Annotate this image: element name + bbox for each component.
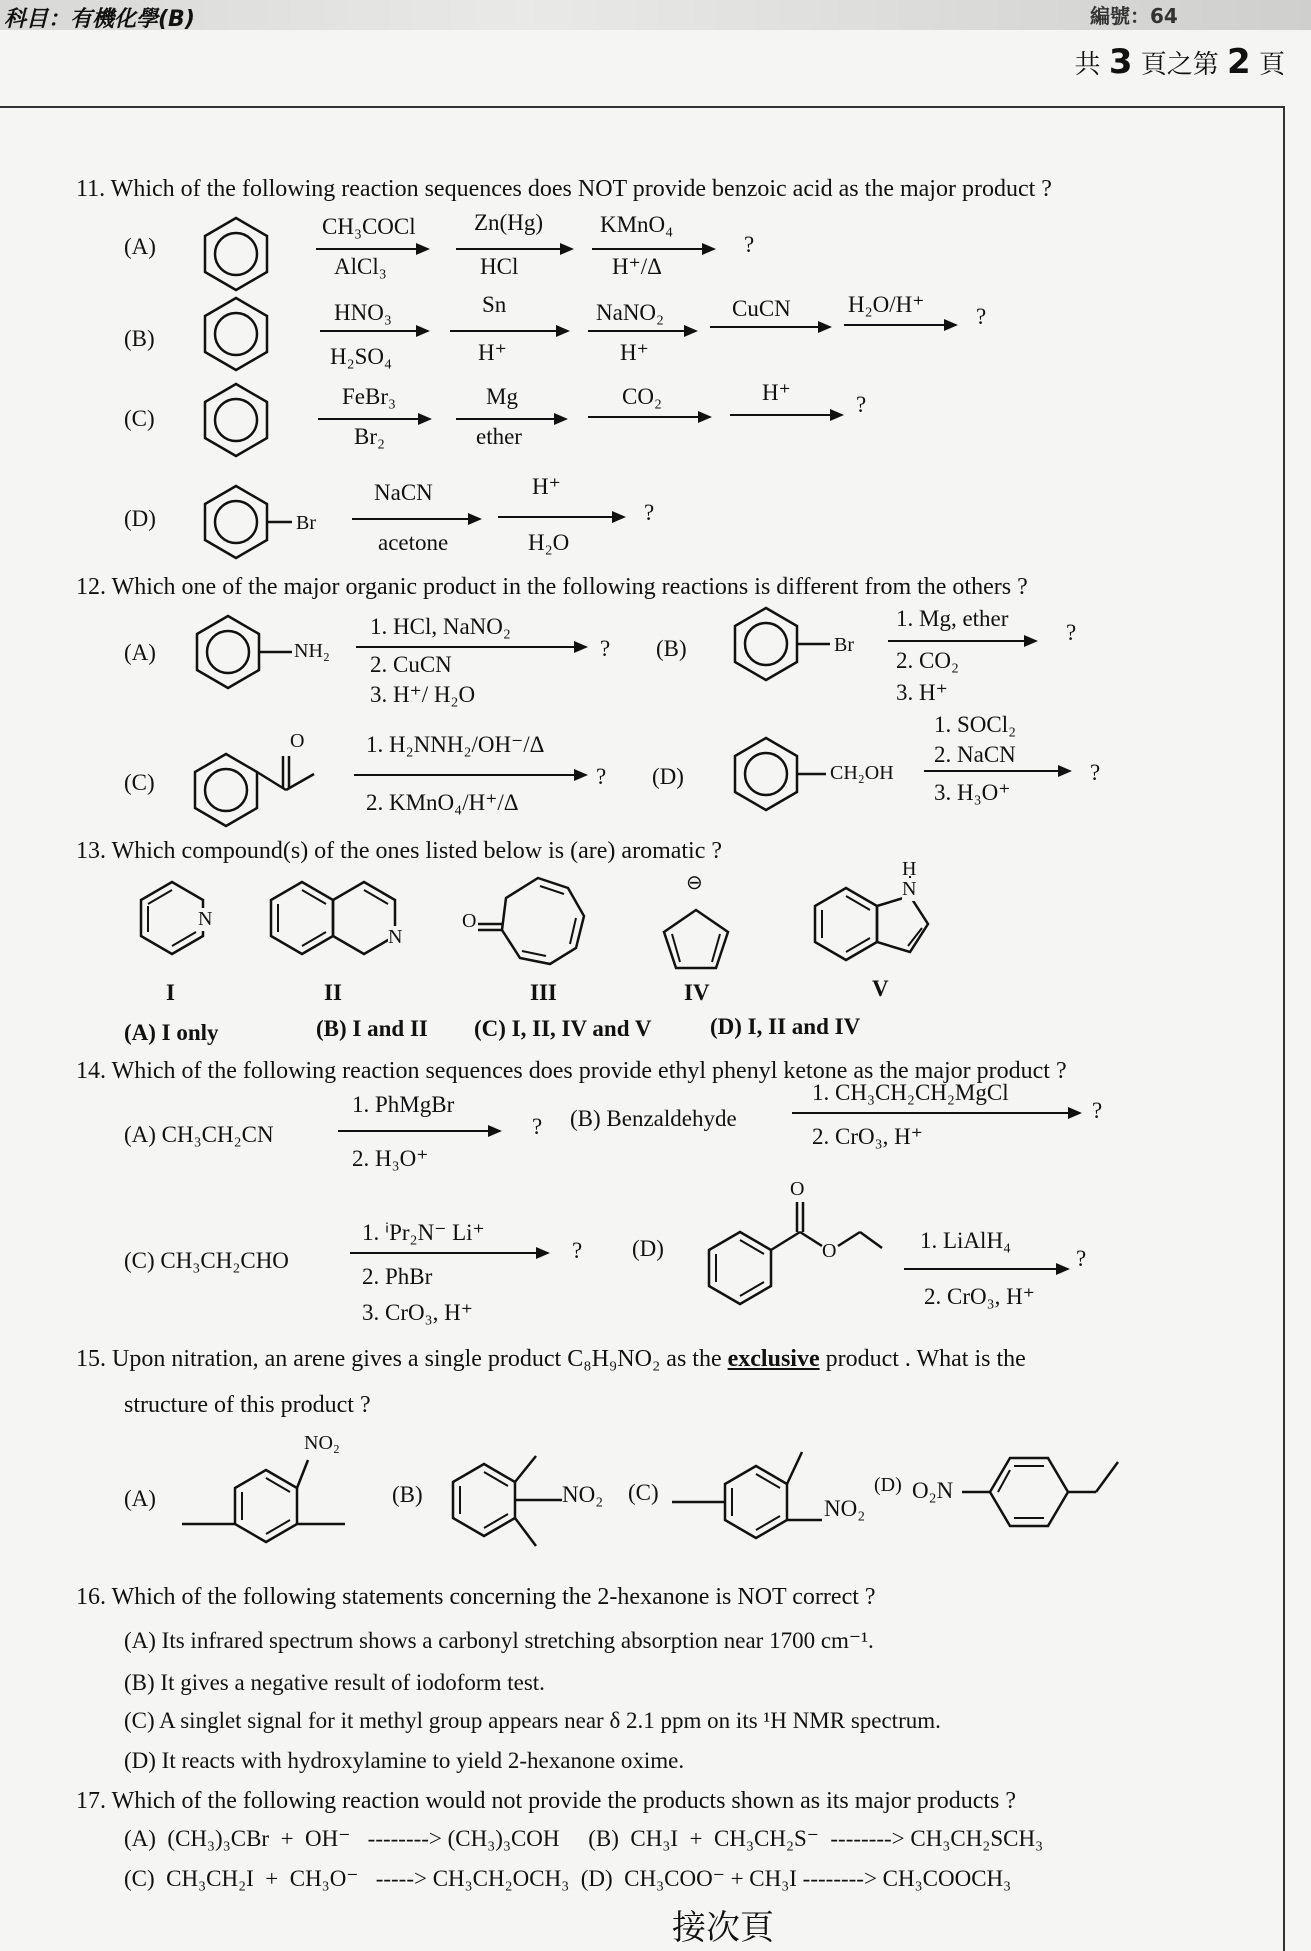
q14-d-step1: 1. LiAlH₄ [920, 1228, 1012, 1253]
q11-b-r4-top: CuCN [732, 296, 791, 321]
q11-b-r1-bot: H₂SO₄ [330, 344, 393, 369]
aniline-structure [188, 612, 308, 692]
q12-b-step1: 1. Mg, ether [896, 606, 1009, 631]
benzene-ring [196, 294, 276, 374]
q12-a-label: (A) [124, 640, 156, 665]
reaction-arrow [352, 518, 480, 520]
q11-a-r2-top: Zn(Hg) [474, 210, 543, 235]
q12-d-product: ? [1090, 760, 1101, 785]
q13-compound-v-label: V [872, 976, 889, 1001]
q11-d-r1-top: NaCN [374, 480, 433, 505]
reaction-arrow [350, 1252, 548, 1254]
page-info [1075, 42, 1285, 82]
reaction-arrow [888, 640, 1036, 642]
q12-b-label: (B) [656, 636, 687, 661]
q12-d-step1: 1. SOCl₂ [934, 712, 1017, 737]
reaction-arrow [450, 330, 568, 332]
reaction-arrow [592, 248, 714, 250]
reaction-arrow [904, 1268, 1068, 1270]
q15-c-structure [670, 1436, 850, 1556]
q11-a-r2-bot: HCl [480, 254, 519, 279]
q14-b-step1: 1. CH₃CH₂CH₂MgCl [812, 1080, 1009, 1105]
q12-b-step3: 3. H⁺ [896, 680, 948, 705]
q13-compound-ii-label: II [324, 980, 342, 1005]
q16-option-d: (D) It reacts with hydroxylamine to yield 2-hexanone oxime. [124, 1748, 685, 1773]
isoquinoline-structure [262, 878, 412, 968]
q11-b-r2-top: Sn [482, 292, 507, 317]
q12-d-label: (D) [652, 764, 684, 789]
q12-b-substituent: Br [834, 634, 854, 656]
q15-b-label: (B) [392, 1482, 423, 1507]
q12-c-product: ? [596, 764, 607, 789]
reaction-arrow [320, 330, 428, 332]
exam-number: 編號：64 [1090, 4, 1178, 28]
q14-b-product: ? [1092, 1098, 1103, 1123]
q12-c-carbonyl-oxygen: O [290, 730, 305, 752]
q13-iii-atom: O [462, 910, 477, 932]
header-rule [0, 106, 1285, 108]
cyclopentadienyl-anion-structure [656, 904, 736, 974]
q11-c-r2-top: Mg [486, 384, 518, 409]
q14-d-ester-oxygen: O [822, 1240, 837, 1262]
q17-row-1: (A) (CH₃)₃CBr + OH⁻ --------> (CH₃)₃COH (B) CH₃I + CH₃CH₂S⁻ --------> CH₃CH₂SCH₃ [124, 1826, 1044, 1851]
q16-option-c: (C) A singlet signal for it methyl group appears near δ 2.1 ppm on its ¹H NMR spectrum. [124, 1708, 941, 1733]
q13-v-hydrogen: H [902, 858, 917, 880]
continue-next-page: 接次頁 [672, 1908, 774, 1948]
q14-c-step1: 1. ⁱPr₂N⁻ Li⁺ [362, 1220, 485, 1245]
q15-a-structure [180, 1440, 360, 1550]
q14-a-step2: 2. H₃O⁺ [352, 1146, 429, 1171]
q15-c-label: (C) [628, 1480, 659, 1505]
q11-b-product: ? [976, 304, 987, 329]
q12-c-step2: 2. KMnO₄/H⁺/Δ [366, 790, 519, 815]
reaction-arrow [588, 330, 696, 332]
q14-d-carbonyl-oxygen: O [790, 1178, 805, 1200]
indole-structure [806, 884, 956, 974]
q15-a-substituent: NO₂ [304, 1432, 340, 1454]
q15-d-structure [962, 1440, 1142, 1540]
page-suffix: 頁 [1258, 50, 1285, 80]
q15-c-substituent: NO₂ [824, 1496, 866, 1521]
q15-stem-pre: 15. Upon nitration, an arene gives a single product C₈H₉NO₂ as the [76, 1346, 722, 1372]
q14-b-label: (B) Benzaldehyde [570, 1106, 737, 1131]
q11-c-r2-bot: ether [476, 424, 522, 449]
q12-stem: 12. Which one of the major organic product in the following reactions is different from the others ? [76, 574, 1028, 600]
q15-stem-post: product . What is the [825, 1346, 1026, 1372]
q13-v-atom: N [902, 878, 917, 900]
reaction-arrow [730, 414, 842, 416]
q13-compound-iv-label: IV [684, 980, 710, 1005]
q13-stem: 13. Which compound(s) of the ones listed below is (are) aromatic ? [76, 838, 723, 864]
q11-stem: 11. Which of the following reaction sequences does NOT provide benzoic acid as the major product ? [76, 176, 1052, 202]
q15-stem-line2: structure of this product ? [124, 1392, 371, 1418]
reaction-arrow [844, 324, 956, 326]
q12-a-step2: 2. CuCN [370, 652, 452, 677]
q14-stem: 14. Which of the following reaction sequences does provide ethyl phenyl ketone as the major product ? [76, 1058, 1067, 1084]
q13-option-d: (D) I, II and IV [710, 1014, 861, 1039]
q11-d-label: (D) [124, 506, 156, 531]
q11-b-r2-bot: H⁺ [478, 340, 507, 365]
q11-b-r1-top: HNO₃ [334, 300, 392, 325]
q13-i-atom: N [198, 908, 213, 930]
q13-iv-charge: ⊖ [686, 872, 703, 894]
q11-a-product: ? [744, 232, 755, 257]
tropone-structure [462, 872, 602, 972]
q12-d-step3: 3. H₃O⁺ [934, 780, 1011, 805]
q12-c-step1: 1. H₂NNH₂/OH⁻/Δ [366, 732, 545, 757]
q11-d-r2-bot: H₂O [528, 530, 570, 555]
bromobenzene-structure [196, 482, 306, 562]
q14-c-step2: 2. PhBr [362, 1264, 433, 1289]
reaction-arrow [456, 418, 566, 420]
q12-d-step2: 2. NaCN [934, 742, 1016, 767]
reaction-arrow [338, 1130, 500, 1132]
q11-c-r1-bot: Br₂ [354, 424, 386, 449]
q14-a-label: (A) CH₃CH₂CN [124, 1122, 274, 1147]
q11-d-substituent: Br [296, 512, 316, 534]
q13-option-c: (C) I, II, IV and V [474, 1016, 652, 1041]
page-total: 3 [1108, 42, 1133, 82]
q13-compound-i-label: I [166, 980, 175, 1005]
reaction-arrow [356, 646, 586, 648]
reaction-arrow [588, 416, 710, 418]
q12-a-substituent: NH₂ [294, 640, 330, 662]
benzene-ring [196, 214, 276, 294]
q12-d-substituent: CH₂OH [830, 762, 894, 784]
q11-c-r3-top: CO₂ [622, 384, 662, 409]
q11-c-product: ? [856, 392, 867, 417]
reaction-arrow [924, 770, 1070, 772]
q14-a-product: ? [532, 1114, 543, 1139]
q13-option-b: (B) I and II [316, 1016, 428, 1041]
q11-b-r3-top: NaNO₂ [596, 300, 665, 325]
q14-d-label: (D) [632, 1236, 664, 1261]
q16-stem: 16. Which of the following statements concerning the 2-hexanone is NOT correct ? [76, 1584, 876, 1610]
q13-compound-iii-label: III [530, 980, 557, 1005]
q11-c-label: (C) [124, 406, 155, 431]
reaction-arrow [792, 1112, 1080, 1114]
q14-d-product: ? [1076, 1246, 1087, 1271]
q15-b-substituent: NO₂ [562, 1482, 604, 1507]
acetophenone-structure [186, 732, 336, 832]
reaction-arrow [354, 774, 586, 776]
q15-d-label: (D) [874, 1474, 902, 1496]
q16-option-b: (B) It gives a negative result of iodoform test. [124, 1670, 545, 1695]
q14-c-label: (C) CH₃CH₂CHO [124, 1248, 289, 1273]
q15-a-label: (A) [124, 1486, 156, 1511]
reaction-arrow [316, 248, 428, 250]
q15-stem-line1 [76, 1346, 1026, 1373]
q11-d-product: ? [644, 500, 655, 525]
page-mid: 頁之第 [1140, 50, 1219, 80]
q12-c-label: (C) [124, 770, 155, 795]
q11-a-label: (A) [124, 234, 156, 259]
q11-c-r4-top: H⁺ [762, 380, 791, 405]
q11-a-r3-bot: H⁺/Δ [612, 254, 662, 279]
q14-a-step1: 1. PhMgBr [352, 1092, 455, 1117]
q17-stem: 17. Which of the following reaction would not provide the products shown as its major products ? [76, 1788, 1017, 1814]
q16-option-a: (A) Its infrared spectrum shows a carbonyl stretching absorption near 1700 cm⁻¹. [124, 1628, 874, 1653]
right-border [1283, 106, 1285, 1951]
page-total-prefix: 共 [1074, 50, 1101, 80]
q11-b-label: (B) [124, 326, 155, 351]
q13-ii-atom: N [388, 926, 403, 948]
reaction-arrow [498, 516, 624, 518]
q12-a-step1: 1. HCl, NaNO₂ [370, 614, 511, 639]
q14-c-product: ? [572, 1238, 583, 1263]
q12-b-step2: 2. CO₂ [896, 648, 959, 673]
q12-a-step3: 3. H⁺/ H₂O [370, 682, 476, 707]
q11-b-r5-top: H₂O/H⁺ [848, 292, 925, 317]
q15-d-substituent: O₂N [912, 1478, 954, 1503]
page-current: 2 [1227, 42, 1251, 82]
q11-a-r1-top: CH₃COCl [322, 214, 416, 239]
q11-c-r1-top: FeBr₃ [342, 384, 397, 409]
bromobenzene-structure [726, 604, 846, 684]
benzene-ring [196, 380, 276, 460]
q14-d-step2: 2. CrO₃, H⁺ [924, 1284, 1035, 1309]
q13-option-a: (A) I only [124, 1020, 219, 1045]
q11-b-r3-bot: H⁺ [620, 340, 649, 365]
q14-b-step2: 2. CrO₃, H⁺ [812, 1124, 923, 1149]
q12-a-product: ? [600, 636, 611, 661]
q11-a-r3-top: KMnO₄ [600, 212, 674, 237]
reaction-arrow [318, 418, 430, 420]
q14-c-step3: 3. CrO₃, H⁺ [362, 1300, 473, 1325]
subject-title: 科目：有機化學(B) [4, 7, 195, 32]
reaction-arrow [710, 326, 830, 328]
q11-a-r1-bot: AlCl₃ [334, 254, 387, 279]
q17-row-2: (C) CH₃CH₂I + CH₃O⁻ -----> CH₃CH₂OCH₃ (D) CH₃COO⁻ + CH₃I --------> CH₃COOCH₃ [124, 1866, 1012, 1891]
q11-d-r1-bot: acetone [378, 530, 449, 555]
reaction-arrow [456, 248, 572, 250]
q15-stem-emphasis: exclusive [727, 1346, 820, 1372]
benzyl-alcohol-structure [726, 734, 836, 814]
q12-b-product: ? [1066, 620, 1077, 645]
q11-d-r2-top: H⁺ [532, 474, 561, 499]
